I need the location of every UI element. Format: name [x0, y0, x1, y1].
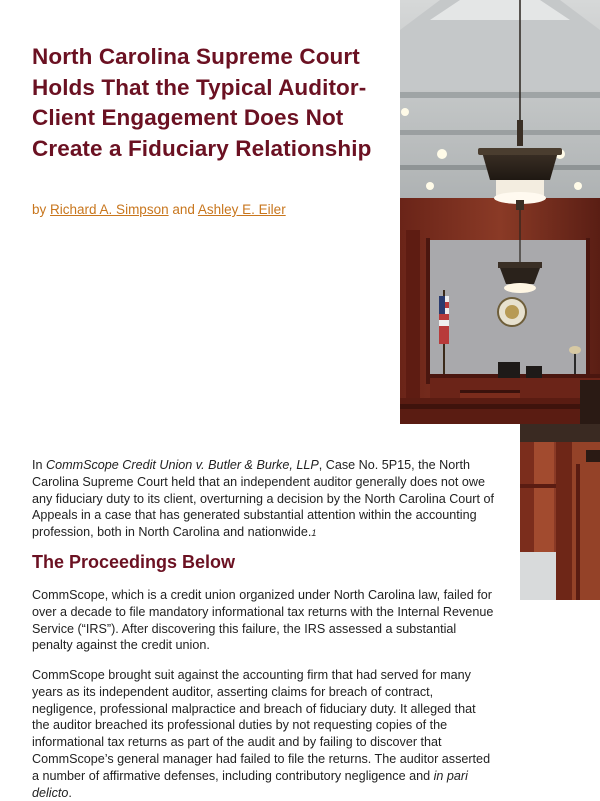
- courtroom-pews-photo: [520, 424, 600, 600]
- para3-body: CommScope brought suit against the accounting firm that had served for many years as its independent auditor, asserting claims for breach of contract, negligence, professional malpractice and breach of fiduciary duty. It alleged that the auditor breached its professional duties by not requesting copies of the informational tax returns as part of the audit and by failing to discover that CommScope’s general manager had failed to file the returns. The auditor asserted a number of affirmative defenses, including contributory negligence and: [32, 668, 491, 783]
- case-name: CommScope Credit Union v. Butler & Burke, LLP: [46, 458, 319, 472]
- courtroom-photo: [400, 0, 600, 424]
- author-link-simpson[interactable]: Richard A. Simpson: [50, 202, 169, 217]
- intro-paragraph: [32, 457, 502, 542]
- body-paragraph: CommScope, which is a credit union organized under North Carolina law, failed for over a decade to file mandatory informational tax returns with the Internal Revenue Service (“IRS”). After discovering this failure, the IRS assessed a substantial penalty against the credit union.: [32, 588, 494, 653]
- latin-term: in pari delicto: [32, 768, 468, 800]
- byline: [32, 202, 286, 217]
- body-paragraph-2: [32, 667, 494, 801]
- intro-lead: In: [32, 458, 43, 472]
- footnote-ref[interactable]: 1: [311, 528, 317, 539]
- author-link-eiler[interactable]: Ashley E. Eiler: [197, 202, 286, 217]
- intro-body: , Case No. 5P15, the North Carolina Supreme Court held that an independent auditor generally does not owe any fiduciary duty to its client, overturning a decision by the North Carolina Court of Appeals in a case that has generated substantial attention within the accounting profession, both in North Carolina and nationwide.: [32, 458, 495, 540]
- article-title: North Carolina Supreme Court Holds That the Typical Auditor-Client Engagement Does Not Create a Fiduciary Relationship: [32, 44, 372, 161]
- byline-conjunction: and: [172, 202, 195, 217]
- section-heading: The Proceedings Below: [32, 552, 236, 572]
- byline-prefix: by: [32, 202, 47, 217]
- para3-end: .: [68, 785, 72, 800]
